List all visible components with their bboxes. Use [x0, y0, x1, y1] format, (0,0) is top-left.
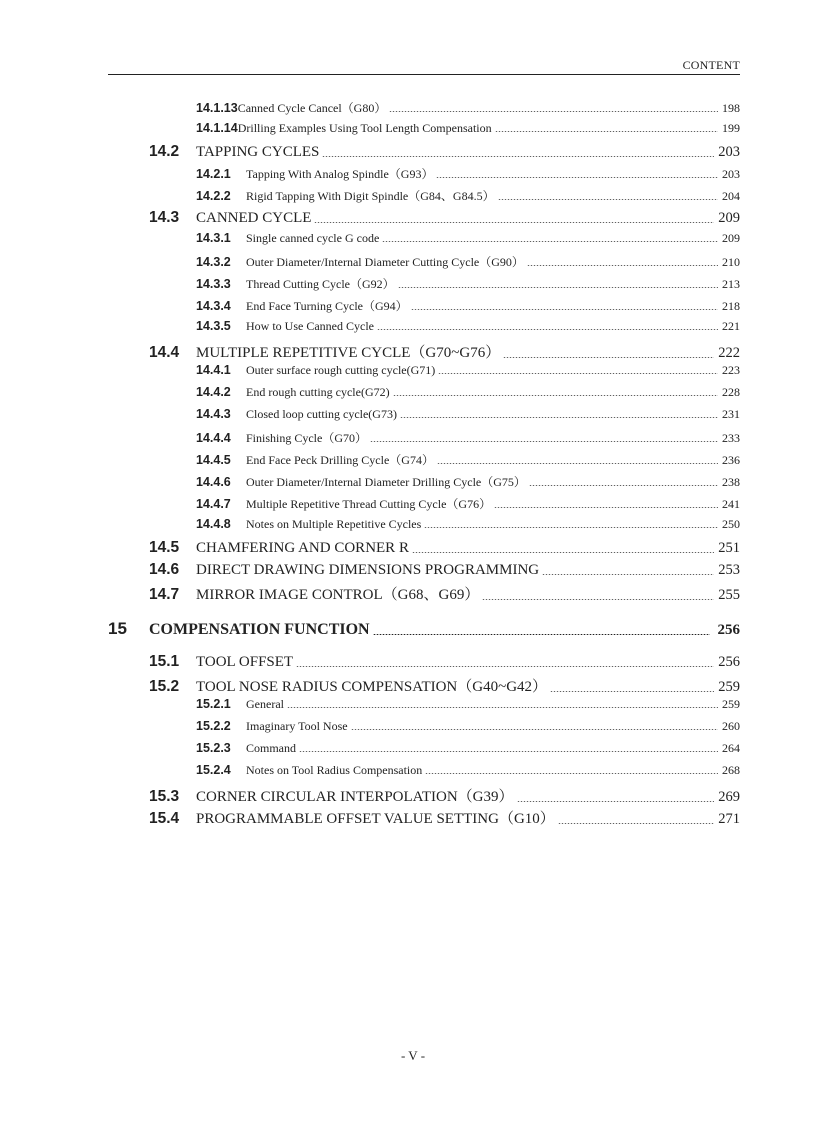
toc-entry[interactable] — [0, 539, 826, 557]
running-header-title: CONTENT — [682, 58, 740, 72]
toc-entry-page: 256 — [717, 622, 740, 638]
toc-entry-page: 209 — [718, 210, 740, 226]
toc-entry-title: Outer Diameter/Internal Diameter Drilling Cycle（G75） — [246, 475, 526, 489]
toc-entry-page: 204 — [722, 189, 740, 203]
toc-entry[interactable] — [0, 275, 826, 292]
toc-entry-page: 251 — [718, 540, 740, 556]
toc-entry-title: Imaginary Tool Nose — [246, 719, 348, 733]
toc-entry-title: How to Use Canned Cycle — [246, 319, 374, 333]
toc-entry[interactable] — [0, 495, 826, 512]
toc-entry[interactable] — [0, 561, 826, 579]
toc-entry[interactable] — [0, 187, 826, 204]
dot-leader — [287, 697, 718, 712]
toc-entry-page: 269 — [718, 789, 740, 805]
toc-entry-number: 15 — [108, 619, 127, 638]
toc-entry[interactable] — [0, 341, 826, 362]
toc-entry[interactable] — [0, 209, 826, 227]
toc-entry[interactable] — [0, 741, 826, 756]
toc-entry[interactable] — [0, 99, 826, 116]
toc-entry-title: End rough cutting cycle(G72) — [246, 385, 390, 399]
toc-entry[interactable] — [0, 619, 826, 639]
toc-entry-number: 15.3 — [149, 788, 180, 805]
toc-entry-number: 14.4.5 — [196, 453, 231, 467]
dot-leader — [400, 407, 718, 422]
dot-leader — [393, 385, 718, 400]
toc-entry-title: MULTIPLE REPETITIVE CYCLE（G70~G76） — [196, 345, 501, 361]
toc-entry-title: Notes on Multiple Repetitive Cycles — [246, 517, 422, 531]
toc-entry-number: 14.3.5 — [196, 319, 231, 333]
toc-entry-number: 14.4.3 — [196, 407, 231, 421]
toc-entry[interactable] — [0, 385, 826, 400]
dot-leader — [322, 143, 714, 161]
toc-entry[interactable] — [0, 675, 826, 696]
toc-entry-page: 228 — [722, 385, 740, 399]
toc-entry-page: 233 — [722, 431, 740, 445]
toc-entry-page: 223 — [722, 363, 740, 377]
toc-entry-title: Drilling Examples Using Tool Length Compensation — [237, 121, 492, 135]
toc-entry-number: 15.2 — [149, 678, 180, 695]
toc-entry[interactable] — [0, 319, 826, 334]
toc-entry[interactable] — [0, 363, 826, 378]
toc-entry-number: 14.4.7 — [196, 497, 231, 511]
dot-leader — [495, 121, 718, 136]
dot-leader — [398, 275, 718, 292]
toc-entry-number: 14.4.6 — [196, 475, 231, 489]
toc-entry-number: 15.4 — [149, 810, 180, 827]
dot-leader — [382, 231, 718, 246]
toc-entry-page: 231 — [722, 407, 740, 421]
toc-entry[interactable] — [0, 583, 826, 604]
toc-entry-title: Thread Cutting Cycle（G92） — [246, 277, 395, 291]
toc-entry[interactable] — [0, 697, 826, 712]
toc-entry-title: Rigid Tapping With Digit Spindle（G84、G84.5） — [246, 189, 495, 203]
toc-entry-page: 203 — [718, 144, 740, 160]
dot-leader — [550, 675, 714, 696]
toc-entry-title: TOOL NOSE RADIUS COMPENSATION（G40~G42） — [196, 679, 548, 695]
header-rule — [108, 74, 740, 75]
dot-leader — [482, 583, 714, 604]
toc-entry-title: Multiple Repetitive Thread Cutting Cycle（G76） — [246, 497, 492, 511]
toc-entry-page: 210 — [722, 255, 740, 269]
toc-entry-title: End Face Turning Cycle（G94） — [246, 299, 408, 313]
toc-entry-title: Outer Diameter/Internal Diameter Cutting Cycle（G90） — [246, 255, 524, 269]
toc-entry-title: DIRECT DRAWING DIMENSIONS PROGRAMMING — [196, 562, 540, 578]
toc-entry-number: 14.4 — [149, 344, 180, 361]
dot-leader — [389, 99, 718, 116]
toc-entry-title: MIRROR IMAGE CONTROL（G68、G69） — [196, 587, 480, 603]
dot-leader — [373, 619, 710, 639]
toc-entry-title: Notes on Tool Radius Compensation — [246, 763, 423, 777]
toc-entry-number: 14.2 — [149, 143, 180, 160]
toc-entry-title: Closed loop cutting cycle(G73) — [246, 407, 397, 421]
dot-leader — [494, 495, 718, 512]
toc-entry-title: Command — [246, 741, 296, 755]
toc-entry-number: 14.4.8 — [196, 517, 231, 531]
toc-entry-page: 218 — [722, 299, 740, 313]
toc-entry[interactable] — [0, 429, 826, 446]
toc-entry-number: 14.2.2 — [196, 189, 231, 203]
toc-entry[interactable] — [0, 165, 826, 182]
toc-entry[interactable] — [0, 143, 826, 161]
dot-leader — [503, 341, 714, 362]
toc-entry-title: Finishing Cycle（G70） — [246, 431, 368, 445]
toc-entry[interactable] — [0, 763, 826, 778]
toc-entry-page: 199 — [722, 121, 740, 135]
toc-entry-title: TOOL OFFSET — [196, 654, 294, 670]
toc-entry-number: 14.3.4 — [196, 299, 231, 313]
toc-entry-page: 271 — [718, 811, 740, 827]
toc-entry-number: 14.3 — [149, 209, 180, 226]
toc-entry-number: 14.4.1 — [196, 363, 231, 377]
toc-entry[interactable] — [0, 807, 826, 828]
toc-entry[interactable] — [0, 473, 826, 490]
toc-entry[interactable] — [0, 785, 826, 806]
dot-leader — [314, 209, 714, 227]
dot-leader — [558, 807, 714, 828]
toc-entry[interactable] — [0, 121, 826, 136]
toc-entry-page: 260 — [722, 719, 740, 733]
toc-entry-number: 15.1 — [149, 653, 180, 670]
dot-leader — [370, 429, 718, 446]
toc-entry-title: CHAMFERING AND CORNER R — [196, 540, 409, 556]
toc-entry-page: 268 — [722, 763, 740, 777]
dot-leader — [529, 473, 718, 490]
toc-entry[interactable] — [0, 653, 826, 671]
dot-leader — [527, 253, 718, 270]
toc-entry-page: 256 — [718, 654, 740, 670]
toc-entry[interactable] — [0, 407, 826, 422]
toc-entry-page: 209 — [722, 231, 740, 245]
toc-entry-title: Canned Cycle Cancel（G80） — [237, 101, 387, 115]
toc-entry-title: Outer surface rough cutting cycle(G71) — [246, 363, 436, 377]
toc-entry-number: 14.1.13 — [196, 101, 238, 115]
dot-leader — [542, 561, 714, 579]
toc-entry[interactable] — [0, 451, 826, 468]
toc-entry-page: 203 — [722, 167, 740, 181]
dot-leader — [299, 741, 718, 756]
toc-entry-title: General — [246, 697, 284, 711]
toc-entry-title: COMPENSATION FUNCTION — [149, 621, 370, 638]
toc-entry-page: 222 — [718, 345, 740, 361]
toc-entry[interactable] — [0, 231, 826, 246]
toc-entry-page: 259 — [722, 697, 740, 711]
dot-leader — [296, 653, 714, 671]
toc-entry-title: CORNER CIRCULAR INTERPOLATION（G39） — [196, 789, 514, 805]
toc-entry-page: 264 — [722, 741, 740, 755]
dot-leader — [424, 517, 718, 532]
toc-entry-number: 14.5 — [149, 539, 180, 556]
toc-entry-title: TAPPING CYCLES — [196, 144, 320, 160]
toc-entry-page: 198 — [722, 101, 740, 115]
toc-entry-title: Single canned cycle G code — [246, 231, 380, 245]
toc-entry-number: 14.3.3 — [196, 277, 231, 291]
toc-entry[interactable] — [0, 719, 826, 734]
toc-entry-number: 15.2.1 — [196, 697, 231, 711]
toc-entry-page: 255 — [718, 587, 740, 603]
dot-leader — [412, 539, 714, 557]
toc-entry-title: CANNED CYCLE — [196, 210, 312, 226]
toc-entry-number: 14.4.2 — [196, 385, 231, 399]
toc-entry-number: 14.4.4 — [196, 431, 231, 445]
dot-leader — [436, 165, 718, 182]
dot-leader — [377, 319, 718, 334]
toc-entry-title: Tapping With Analog Spindle（G93） — [246, 167, 434, 181]
toc-entry-page: 238 — [722, 475, 740, 489]
toc-entry-number: 14.3.1 — [196, 231, 231, 245]
toc-entry-number: 15.2.2 — [196, 719, 231, 733]
toc-entry[interactable] — [0, 297, 826, 314]
toc-entry-page: 250 — [722, 517, 740, 531]
dot-leader — [517, 785, 714, 806]
toc-entry-page: 213 — [722, 277, 740, 291]
dot-leader — [351, 719, 718, 734]
toc-entry-page: 236 — [722, 453, 740, 467]
dot-leader — [425, 763, 718, 778]
toc-entry-number: 14.3.2 — [196, 255, 231, 269]
toc-entry-page: 253 — [718, 562, 740, 578]
page-number: - V - — [400, 1048, 426, 1063]
toc-entry-page: 259 — [718, 679, 740, 695]
toc-entry-page: 221 — [722, 319, 740, 333]
dot-leader — [411, 297, 718, 314]
toc-entry-number: 15.2.3 — [196, 741, 231, 755]
toc-entry-number: 15.2.4 — [196, 763, 231, 777]
toc-entry-title: End Face Peck Drilling Cycle（G74） — [246, 453, 434, 467]
toc-entry-number: 14.2.1 — [196, 167, 231, 181]
toc-entry-page: 241 — [722, 497, 740, 511]
toc-entry-number: 14.6 — [149, 561, 180, 578]
toc-entry[interactable] — [0, 517, 826, 532]
toc-entry-number: 14.7 — [149, 586, 180, 603]
dot-leader — [498, 187, 718, 204]
toc-entry[interactable] — [0, 253, 826, 270]
toc-entry-number: 14.1.14 — [196, 121, 238, 135]
toc-entry-title: PROGRAMMABLE OFFSET VALUE SETTING（G10） — [196, 811, 555, 827]
dot-leader — [437, 451, 718, 468]
dot-leader — [438, 363, 718, 378]
